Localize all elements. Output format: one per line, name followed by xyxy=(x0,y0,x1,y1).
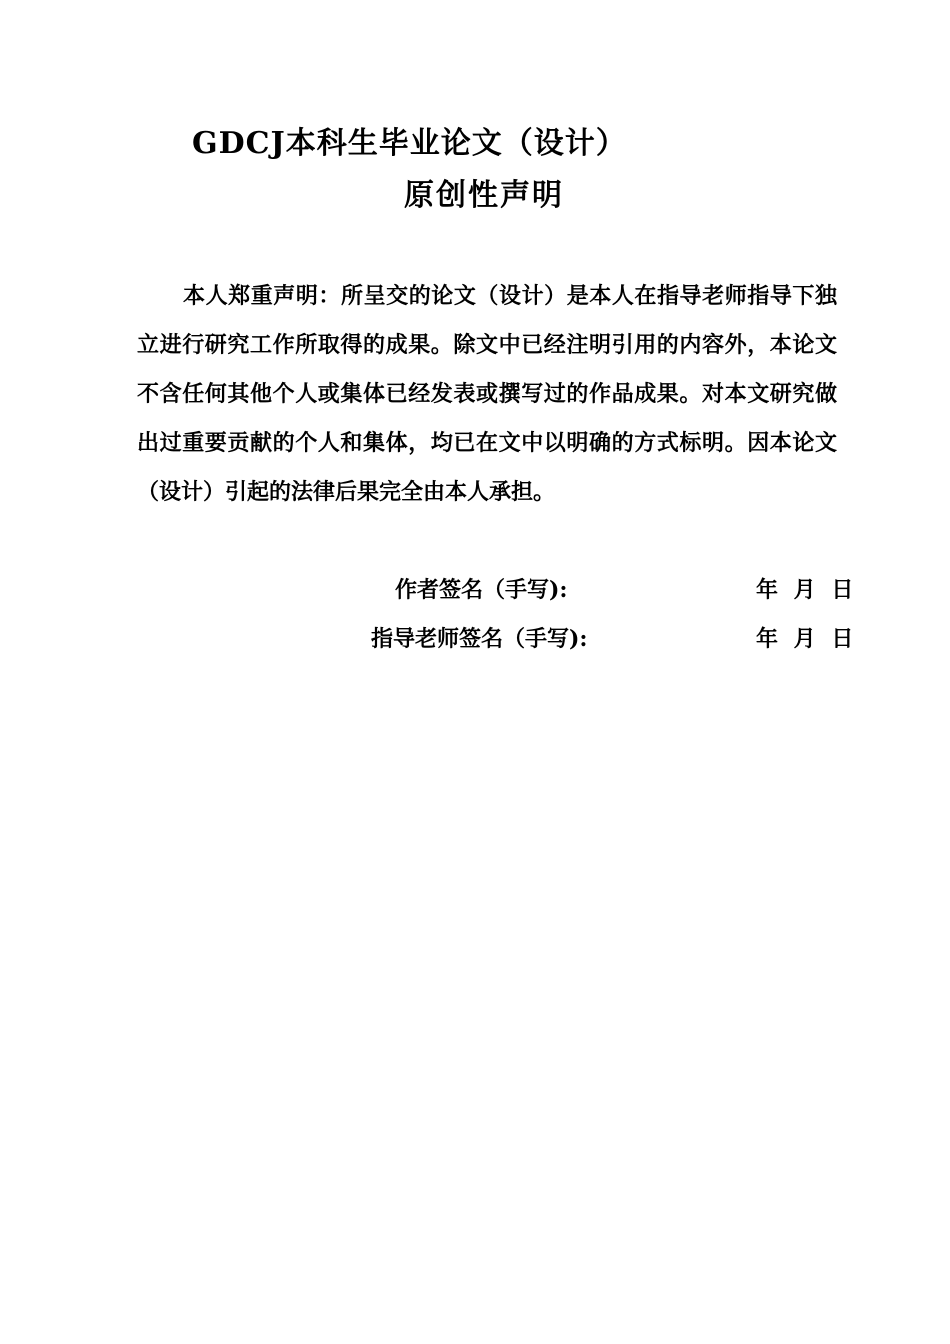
author-signature-label: 作者签名（手写): xyxy=(395,577,568,603)
advisor-signature-label: 指导老师签名（手写): xyxy=(371,626,588,652)
document-title: GDCJ本科生毕业论文（设计） xyxy=(192,126,627,161)
declaration-paragraph: 本人郑重声明：所呈交的论文（设计）是本人在指导老师指导下独立进行研究工作所取得的成果。除文中已经注明引用的内容外，本论文不含任何其他个人或集体已经发表或撰写过的作品成果。对本文研究做出过重要贡献的个人和集体，均已在文中以明确的方式标明。因本论文（设计）引起的法律后果完全由本人承担。 xyxy=(137,283,837,505)
author-signature-date: 年 月 日 xyxy=(756,577,855,603)
advisor-signature-date: 年 月 日 xyxy=(756,626,855,652)
document-subtitle: 原创性声明 xyxy=(404,178,564,213)
